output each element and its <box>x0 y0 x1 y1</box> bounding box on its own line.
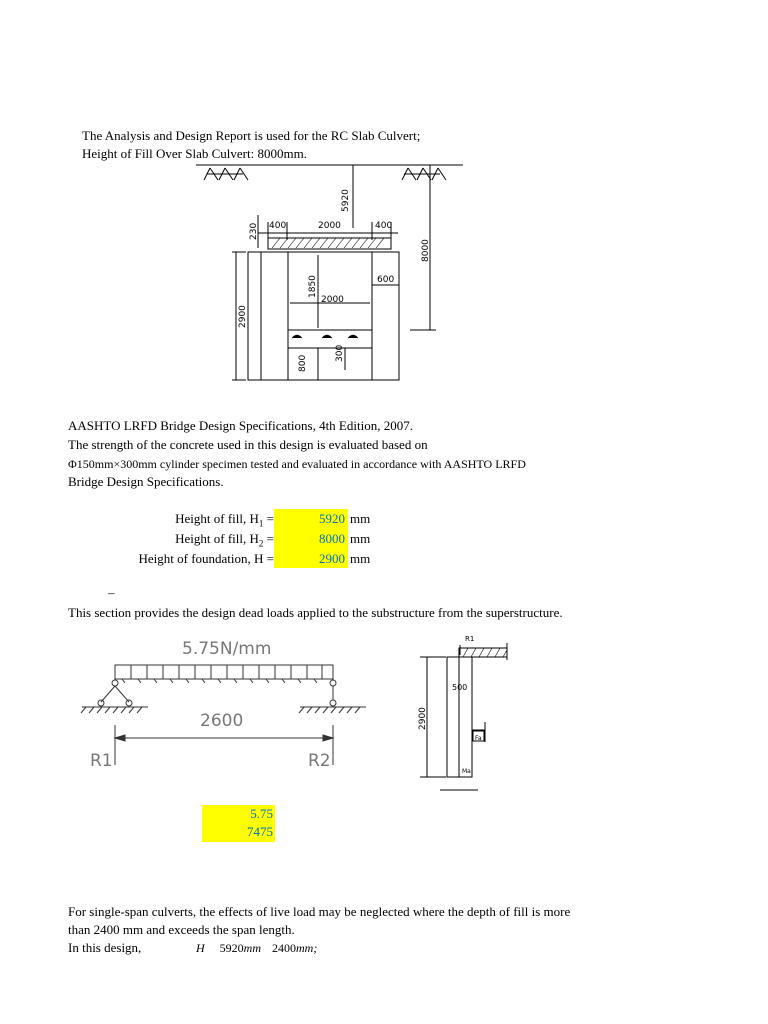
beam-load-label: 5.75N/mm <box>182 639 272 659</box>
dim-2000-mid: 2000 <box>321 295 344 305</box>
result-load-value[interactable]: 5.75 <box>250 806 273 821</box>
spec-line-3: Φ150mm×300mm cylinder specimen tested and evaluated in accordance with AASHTO LRFD <box>68 457 526 471</box>
live-formula <box>196 940 317 956</box>
input-h-eq: = <box>263 551 274 566</box>
input-h1-unit: mm <box>350 511 371 526</box>
input-h1-sub: 1 <box>258 518 264 529</box>
intro-line-2: Height of Fill Over Slab Culvert: 8000mm. <box>82 146 307 161</box>
beam-r1-label: R1 <box>90 751 113 771</box>
live-line-1: For single-span culverts, the effects of live load may be neglected where the depth of fill is more <box>68 904 571 919</box>
input-h1-eq: = <box>263 511 274 526</box>
live-line-2: than 2400 mm and exceeds the span length. <box>68 922 295 937</box>
formula-h: H <box>196 941 205 955</box>
formula-u1: mm <box>243 941 262 955</box>
live-line-3: In this design, <box>68 940 142 955</box>
input-h2-label-text: Height of fill, H <box>175 531 259 546</box>
dim-600: 600 <box>377 275 395 285</box>
input-h2-eq: = <box>263 531 274 546</box>
formula-v2: 2400 <box>272 941 297 955</box>
input-h2-unit: mm <box>350 531 371 546</box>
dim-2900-left: 2900 <box>238 305 248 328</box>
wall-2900-label: 2900 <box>418 707 428 730</box>
dim-400-left: 400 <box>269 221 287 231</box>
wall-m-label: Ma <box>462 768 471 775</box>
spec-line-2: The strength of the concrete used in this design is evaluated based on <box>68 437 428 452</box>
beam-span-label: 2600 <box>200 711 244 731</box>
beam-r2-label: R2 <box>308 751 331 771</box>
result-reaction-value[interactable]: 7475 <box>247 824 273 839</box>
dim-1850: 1850 <box>308 275 318 298</box>
dim-5920: 5920 <box>341 189 351 212</box>
dim-400-right: 400 <box>375 221 393 231</box>
spec-line-1: AASHTO LRFD Bridge Design Specifications, 4th Edition, 2007. <box>68 418 413 433</box>
dim-800: 800 <box>298 354 308 372</box>
input-h1-value[interactable]: 5920 <box>319 511 345 526</box>
input-h-label-text: Height of foundation, H <box>138 551 264 566</box>
input-h2-value[interactable]: 8000 <box>319 531 345 546</box>
input-h-unit: mm <box>350 551 371 566</box>
wall-f-label: Fa <box>475 735 482 742</box>
dim-230: 230 <box>249 222 259 240</box>
dim-2000-top: 2000 <box>318 221 341 231</box>
formula-u2: mm; <box>296 941 318 955</box>
dash-mark: – <box>108 585 115 600</box>
input-h2-sub: 2 <box>258 538 264 549</box>
input-h-value[interactable]: 2900 <box>319 551 345 566</box>
dim-300: 300 <box>335 344 345 362</box>
deadload-text: This section provides the design dead loads applied to the substructure from the superstructure. <box>68 605 563 620</box>
wall-r1-label: R1 <box>465 635 475 643</box>
intro-line-1: The Analysis and Design Report is used for the RC Slab Culvert; <box>82 128 421 143</box>
wall-500-label: 500 <box>452 683 468 692</box>
formula-v1: 5920 <box>219 941 244 955</box>
spec-line-4: Bridge Design Specifications. <box>68 474 224 489</box>
input-h1-label-text: Height of fill, H <box>175 511 259 526</box>
dim-8000: 8000 <box>421 239 431 262</box>
